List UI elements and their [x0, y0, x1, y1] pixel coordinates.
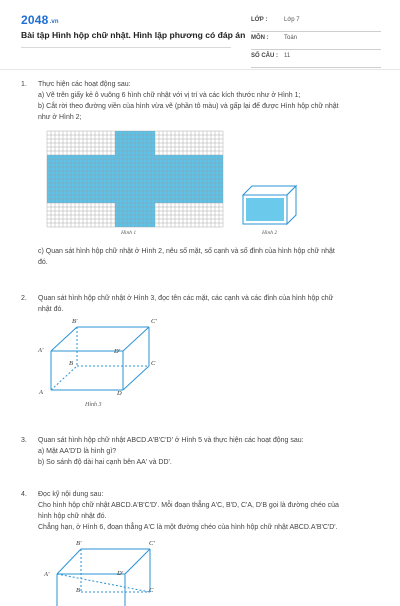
header-divider — [21, 47, 231, 48]
figure-3-caption: Hình 3 — [85, 402, 102, 408]
q1-line-b2: như ở Hình 2; — [38, 114, 82, 121]
q3-number: 3. — [21, 437, 27, 444]
header-bottom-divider — [0, 69, 400, 70]
vertex-label: C — [149, 587, 154, 594]
q1-line-a: a) Vẽ trên giấy kẻ ô vuông 6 hình chữ nhật với vị trí và các kích thước như ở Hình 1; — [38, 92, 301, 99]
figure-1-caption: Hình 1 — [121, 230, 137, 236]
figure-6-box — [52, 546, 162, 606]
edge-dp-cp — [125, 549, 150, 574]
edge-ap-bp — [57, 549, 81, 574]
page-header — [0, 0, 400, 70]
q3-line-b: b) So sánh độ dài hai cạnh bên AA' và DD'. — [38, 459, 172, 466]
document-title: Bài tập Hình hộp chữ nhật. Hình lập phương có đáp án — [21, 30, 246, 40]
meta-value: Lớp 7 — [284, 17, 300, 23]
vertex-label: B' — [72, 318, 78, 325]
vertex-label: C — [151, 360, 156, 367]
meta-panel — [251, 14, 381, 68]
vertex-label: A — [39, 389, 43, 396]
vertex-label: B' — [76, 540, 82, 547]
q2-line2: nhật đó. — [38, 306, 64, 313]
logo-text: 2048 — [21, 13, 49, 27]
vertex-label: C' — [149, 540, 155, 547]
vertex-label: D' — [114, 348, 121, 355]
edge-dp-cp — [123, 327, 149, 351]
figure-2-caption: Hình 2 — [262, 230, 278, 236]
q4-line3: Chẳng hạn, ở Hình 6, đoạn thẳng A'C là một đường chéo của hình hộp chữ nhật ABCD.A'B'C'D'. — [38, 524, 338, 531]
q4-number: 4. — [21, 491, 27, 498]
figure-3-box — [46, 324, 156, 396]
q4-intro: Đọc kỹ nội dung sau: — [38, 491, 104, 498]
vertex-label: D — [117, 390, 122, 397]
edge-ap-bp — [51, 327, 77, 351]
meta-row-subject — [251, 32, 381, 50]
meta-key: MÔN : — [251, 35, 269, 41]
meta-key: LỚP : — [251, 17, 268, 23]
vertex-label: A' — [44, 571, 50, 578]
meta-row-count — [251, 50, 381, 68]
meta-value: 11 — [284, 53, 291, 59]
figure-1-grid-net — [47, 131, 223, 227]
diagonal-ap-c — [57, 574, 150, 592]
site-logo[interactable] — [21, 13, 59, 27]
vertex-label: D' — [117, 570, 124, 577]
figure-2-box — [238, 182, 302, 228]
q2-line1: Quan sát hình hộp chữ nhật ở Hình 3, đọc tên các mặt, các cạnh và các đỉnh của hình hộp chữ — [38, 295, 334, 302]
q1-line-c1: c) Quan sát hình hộp chữ nhật ở Hình 2, nêu số mặt, số cạnh và số đỉnh của hình hộp chữ nhật — [38, 248, 335, 255]
q1-number: 1. — [21, 81, 27, 88]
q1-line-c2: đó. — [38, 259, 48, 266]
vertex-label: A' — [38, 347, 44, 354]
q1-intro: Thực hiện các hoạt động sau: — [38, 81, 131, 88]
logo-tld: .vn — [49, 19, 59, 25]
meta-key: SỐ CÂU : — [251, 53, 278, 59]
q2-number: 2. — [21, 295, 27, 302]
meta-value: Toán — [284, 35, 298, 41]
q4-line2: hình hộp chữ nhật đó. — [38, 513, 107, 520]
edge-a-b-hidden — [51, 366, 77, 390]
box-inner-shade — [246, 198, 284, 221]
vertex-label: C' — [151, 318, 157, 325]
q4-line1: Cho hình hộp chữ nhật ABCD.A'B'C'D'. Mỗi đoạn thẳng A'C, B'D, C'A, D'B gọi là đường chéo của — [38, 502, 339, 509]
vertex-label: B — [69, 360, 73, 367]
edge-d-c — [123, 366, 149, 390]
q1-line-b1: b) Cắt rời theo đường viền của hình vừa vẽ (phần tô màu) và gấp lại để được Hình hộp chữ nhật — [38, 103, 339, 110]
grid-lines — [47, 131, 223, 227]
q3-line1: Quan sát hình hộp chữ nhật ABCD.A'B'C'D' ở Hình 5 và thực hiện các hoạt động sau: — [38, 437, 304, 444]
q3-line-a: a) Mặt AA'D'D là hình gì? — [38, 448, 117, 455]
meta-row-class — [251, 14, 381, 32]
vertex-label: B — [76, 587, 80, 594]
